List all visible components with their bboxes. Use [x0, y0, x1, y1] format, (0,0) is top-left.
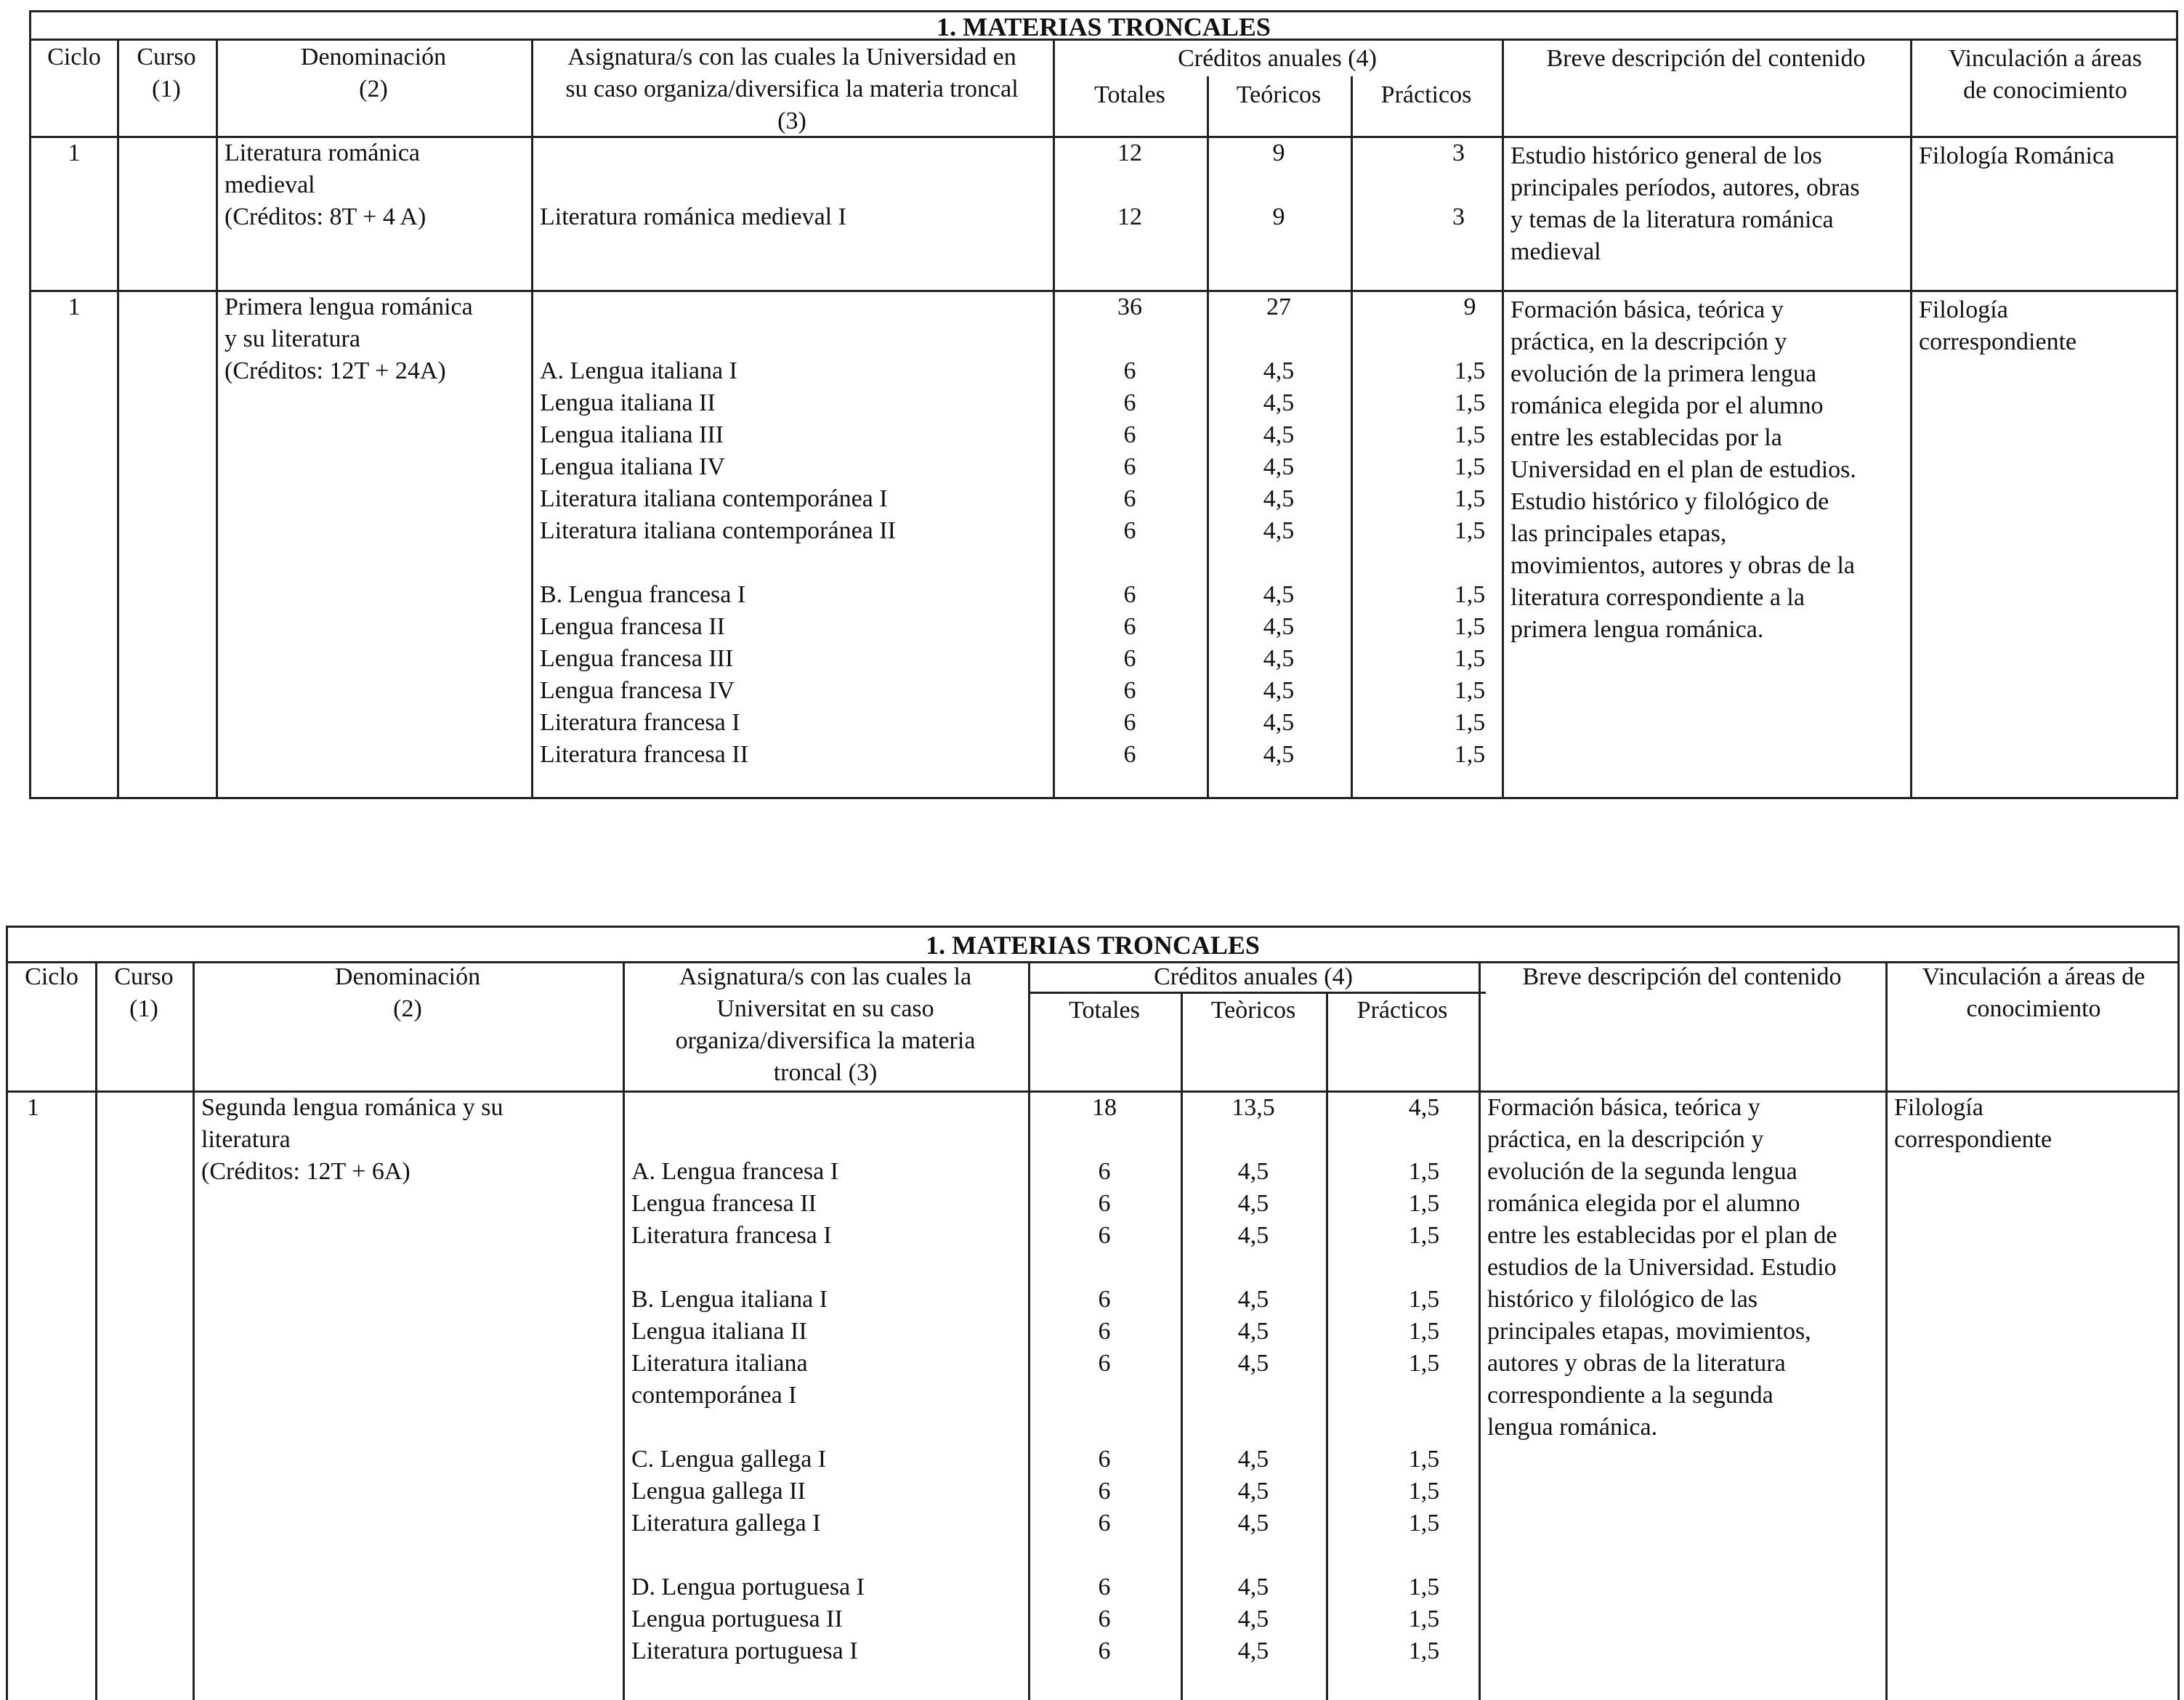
header-vinculacion-line: Vinculación a áreas	[1948, 45, 2143, 72]
rule	[117, 39, 119, 797]
row-denominacion-line: medieval	[225, 171, 315, 198]
row-teoricos-line: 9	[1272, 203, 1285, 230]
row-asignaturas-line: Literatura francesa I	[631, 1222, 832, 1249]
row-asignaturas-line: Lengua francesa III	[540, 645, 734, 672]
row-asignaturas	[540, 137, 846, 233]
header-creditos: Créditos anuales (4)	[1178, 45, 1377, 72]
row-teoricos-line: 4,5	[1237, 1318, 1269, 1345]
row-asignaturas-line: Literatura italiana contemporánea II	[540, 517, 896, 544]
row-practicos-line	[1370, 1539, 1479, 1571]
rule	[531, 39, 533, 797]
rule	[1885, 961, 1888, 1700]
table-materias-troncales-1	[29, 10, 2178, 799]
row-teoricos-line	[1207, 323, 1351, 355]
row-descripcion-line: y temas de la literatura románica	[1510, 206, 1834, 233]
row-asignaturas-line: Lengua gallega II	[631, 1478, 806, 1505]
row-totales-line	[1028, 1412, 1181, 1444]
row-practicos-line: 1,5	[1454, 677, 1486, 704]
row-descripcion-line: Formación básica, teórica y	[1510, 296, 1784, 323]
header-denominacion	[216, 41, 531, 105]
row-asignaturas-line: Literatura italiana contemporánea I	[540, 485, 888, 512]
row-vinculacion	[1919, 140, 2114, 172]
row-totales-line: 18	[1092, 1094, 1117, 1121]
row-teoricos-line: 27	[1266, 294, 1291, 320]
row-totales-line: 12	[1117, 203, 1142, 230]
row-asignaturas-line: Lengua francesa II	[631, 1190, 817, 1217]
row-practicos-line	[1370, 1252, 1479, 1284]
rule	[216, 39, 218, 797]
row-denominacion	[201, 1092, 503, 1188]
row-totales-line	[1028, 1252, 1181, 1284]
row-asignaturas-line: A. Lengua francesa I	[631, 1158, 839, 1185]
row-totales-line: 6	[1098, 1350, 1111, 1377]
header-asignaturas-line: Asignatura/s con las cuales la	[679, 963, 972, 990]
header-curso-line: (1)	[129, 995, 158, 1022]
row-totales-line: 6	[1098, 1478, 1111, 1505]
row-descripcion-line: medieval	[1510, 238, 1601, 265]
row-teoricos-line: 4,5	[1263, 453, 1295, 480]
row-practicos-line: 1,5	[1454, 581, 1486, 608]
row-teoricos-line	[1207, 169, 1351, 201]
row-vinculacion	[1919, 294, 2076, 358]
row-totales-line: 6	[1098, 1510, 1111, 1537]
header-descripcion: Breve descripción del contenido	[1522, 963, 1842, 990]
row-descripcion-line: autores y obras de la literatura	[1487, 1350, 1786, 1377]
row-asignaturas-line	[631, 1124, 865, 1156]
row-denominacion-line: Primera lengua románica	[225, 294, 473, 320]
row-asignaturas	[540, 291, 896, 771]
row-totales-line: 6	[1123, 389, 1136, 416]
row-ciclo: 1	[68, 294, 81, 320]
row-totales-line	[1028, 1380, 1181, 1412]
row-denominacion-line: (Créditos: 12T + 6A)	[201, 1158, 410, 1185]
row-asignaturas	[631, 1092, 865, 1667]
row-denominacion-line: Literatura románica	[225, 139, 421, 166]
row-totales-line	[1053, 323, 1207, 355]
row-totales-line: 6	[1123, 645, 1136, 672]
row-asignaturas-line: C. Lengua gallega I	[631, 1446, 827, 1473]
header-denominacion-line: (2)	[359, 76, 388, 102]
header-asignaturas-line: troncal (3)	[773, 1059, 878, 1086]
row-asignaturas-line	[631, 1412, 865, 1444]
row-practicos-line: 1,5	[1408, 1350, 1440, 1377]
row-denominacion-line: (Créditos: 12T + 24A)	[225, 357, 446, 384]
row-vinculacion-line: Filología	[1919, 296, 2008, 323]
row-practicos-line	[1452, 169, 1502, 201]
row-practicos-line: 1,5	[1454, 645, 1486, 672]
row-descripcion	[1510, 140, 1860, 268]
row-practicos-line: 1,5	[1408, 1190, 1440, 1217]
row-teoricos-line: 4,5	[1237, 1222, 1269, 1249]
row-totales-line: 6	[1123, 709, 1136, 736]
row-denominacion-line: Segunda lengua románica y su	[201, 1094, 503, 1121]
row-teoricos	[1207, 291, 1351, 771]
row-vinculacion-line: Filología Románica	[1919, 142, 2115, 169]
header-denominacion	[193, 961, 623, 1025]
row-totales-line: 6	[1123, 517, 1136, 544]
row-totales-line	[1053, 547, 1207, 579]
row-totales-line: 6	[1123, 453, 1136, 480]
row-practicos-line: 1,5	[1454, 517, 1486, 544]
row-asignaturas-line: Lengua italiana II	[631, 1318, 807, 1345]
row-asignaturas-line: B. Lengua italiana I	[631, 1286, 828, 1313]
table-materias-troncales-2	[6, 926, 2180, 1700]
row-teoricos-line: 4,5	[1263, 389, 1295, 416]
row-descripcion-line: estudios de la Universidad. Estudio	[1487, 1254, 1837, 1281]
row-practicos-line: 1,5	[1454, 613, 1486, 640]
header-totales: Totales	[1069, 997, 1140, 1024]
row-totales	[1053, 291, 1207, 771]
row-vinculacion-line: correspondiente	[1919, 328, 2077, 355]
row-asignaturas-line: Lengua francesa II	[540, 613, 725, 640]
row-totales-line: 6	[1098, 1606, 1111, 1632]
header-creditos: Créditos anuales (4)	[1154, 963, 1353, 990]
header-ciclo: Ciclo	[25, 963, 78, 990]
row-teoricos-line: 4,5	[1237, 1638, 1269, 1664]
row-descripcion	[1510, 294, 1856, 646]
row-teoricos-line: 13,5	[1231, 1094, 1275, 1121]
row-teoricos-line: 4,5	[1237, 1350, 1269, 1377]
row-vinculacion-line: correspondiente	[1894, 1126, 2052, 1153]
row-ciclo: 1	[68, 139, 81, 166]
row-teoricos-line	[1181, 1539, 1326, 1571]
row-practicos-line	[1438, 323, 1502, 355]
row-asignaturas-line: Literatura portuguesa I	[631, 1638, 858, 1664]
row-descripcion-line: Formación básica, teórica y	[1487, 1094, 1760, 1121]
rule	[193, 961, 195, 1700]
row-asignaturas-line	[631, 1092, 865, 1124]
row-asignaturas-line: Lengua italiana III	[540, 421, 724, 448]
row-totales-line: 6	[1098, 1574, 1111, 1600]
row-totales-line	[1053, 169, 1207, 201]
row-teoricos-line: 4,5	[1237, 1574, 1269, 1600]
row-descripcion-line: Estudio histórico general de los	[1510, 142, 1822, 169]
row-descripcion-line: práctica, en la descripción y	[1510, 328, 1787, 355]
row-asignaturas-line	[540, 323, 896, 355]
row-asignaturas-line: B. Lengua francesa I	[540, 581, 746, 608]
row-asignaturas-line: D. Lengua portuguesa I	[631, 1574, 865, 1600]
header-ciclo: Ciclo	[47, 44, 101, 70]
table-title: 1. MATERIAS TRONCALES	[937, 12, 1271, 41]
row-practicos-line: 3	[1452, 203, 1465, 230]
row-asignaturas-line	[540, 291, 896, 323]
row-practicos-line	[1370, 1380, 1479, 1412]
row-totales-line: 36	[1117, 294, 1142, 320]
row-practicos-line: 3	[1452, 139, 1465, 166]
row-practicos-line: 1,5	[1408, 1510, 1440, 1537]
row-practicos-line: 9	[1463, 294, 1476, 320]
row-denominacion	[225, 291, 473, 387]
row-denominacion-line: literatura	[201, 1126, 291, 1153]
row-practicos-line	[1370, 1412, 1479, 1444]
row-totales-line: 6	[1098, 1446, 1111, 1473]
row-asignaturas-line: Literatura francesa II	[540, 741, 748, 768]
row-descripcion-line: entre les establecidas por el plan de	[1487, 1222, 1837, 1249]
row-totales	[1053, 137, 1207, 233]
rule	[1502, 39, 1504, 797]
header-curso-line: Curso	[137, 44, 196, 70]
row-teoricos	[1207, 137, 1351, 233]
row-asignaturas-line: Literatura italiana	[631, 1350, 808, 1377]
row-practicos	[1351, 291, 1502, 771]
row-teoricos-line: 4,5	[1263, 581, 1295, 608]
row-asignaturas-line: A. Lengua italiana I	[540, 357, 737, 384]
row-totales-line: 6	[1098, 1222, 1111, 1249]
row-descripcion-line: práctica, en la descripción y	[1487, 1126, 1764, 1153]
row-totales-line: 6	[1098, 1190, 1111, 1217]
header-denominacion-line: Denominación	[334, 963, 481, 990]
header-teoricos: Teóricos	[1236, 81, 1322, 108]
header-vinculacion-line: de conocimiento	[1963, 77, 2127, 104]
row-descripcion-line: lengua románica.	[1487, 1414, 1658, 1441]
rule	[95, 961, 97, 1700]
row-totales-line	[1028, 1124, 1181, 1156]
row-totales-line: 6	[1098, 1286, 1111, 1313]
row-practicos-line: 1,5	[1408, 1158, 1440, 1185]
header-asignaturas	[531, 41, 1053, 137]
row-practicos	[1351, 137, 1502, 233]
header-asignaturas	[623, 961, 1028, 1089]
row-denominacion-line: y su literatura	[225, 325, 360, 352]
row-descripcion-line: las principales etapas,	[1510, 520, 1727, 547]
row-teoricos-line: 4,5	[1263, 645, 1295, 672]
row-teoricos-line	[1181, 1380, 1326, 1412]
row-practicos-line: 1,5	[1408, 1286, 1440, 1313]
row-teoricos-line: 4,5	[1263, 421, 1295, 448]
row-denominacion	[225, 137, 426, 233]
row-teoricos-line	[1181, 1412, 1326, 1444]
row-teoricos-line: 4,5	[1237, 1446, 1269, 1473]
row-teoricos-line	[1181, 1124, 1326, 1156]
header-curso-line: Curso	[114, 963, 174, 990]
row-totales-line: 6	[1123, 741, 1136, 768]
header-practicos: Prácticos	[1356, 997, 1448, 1024]
header-asignaturas-line: (3)	[777, 108, 806, 134]
row-asignaturas-line: Lengua portuguesa II	[631, 1606, 843, 1632]
row-totales-line: 6	[1123, 581, 1136, 608]
row-teoricos-line	[1181, 1252, 1326, 1284]
row-totales-line: 6	[1123, 357, 1136, 384]
row-descripcion-line: literatura correspondiente a la	[1510, 584, 1805, 611]
row-totales-line: 6	[1123, 613, 1136, 640]
row-descripcion-line: correspondiente a la segunda	[1487, 1382, 1774, 1409]
row-asignaturas-line	[540, 169, 846, 201]
row-teoricos-line: 4,5	[1237, 1190, 1269, 1217]
row-descripcion-line: primera lengua románica.	[1510, 616, 1764, 643]
row-practicos-line: 1,5	[1454, 357, 1486, 384]
row-vinculacion	[1894, 1092, 2052, 1156]
row-descripcion-line: principales períodos, autores, obras	[1510, 174, 1860, 201]
row-asignaturas-line	[540, 547, 896, 579]
row-totales-line: 6	[1123, 421, 1136, 448]
row-denominacion-line: (Créditos: 8T + 4 A)	[225, 203, 426, 230]
row-teoricos-line: 4,5	[1237, 1478, 1269, 1505]
header-denominacion-line: (2)	[393, 995, 422, 1022]
header-descripcion: Breve descripción del contenido	[1546, 45, 1866, 72]
header-practicos: Prácticos	[1380, 81, 1472, 108]
row-practicos-line: 1,5	[1408, 1574, 1440, 1600]
row-totales-line: 6	[1123, 485, 1136, 512]
row-practicos	[1326, 1092, 1479, 1667]
row-ciclo: 1	[27, 1094, 39, 1121]
row-practicos-line: 1,5	[1454, 421, 1486, 448]
row-descripcion-line: Estudio histórico y filológico de	[1510, 488, 1829, 515]
row-practicos-line: 1,5	[1408, 1478, 1440, 1505]
header-vinculacion-line: Vinculación a áreas de	[1922, 963, 2145, 990]
header-asignaturas-line: Asignatura/s con las cuales la Universidad en	[567, 44, 1016, 70]
row-asignaturas-line: Literatura francesa I	[540, 709, 740, 736]
row-asignaturas-line: Lengua italiana II	[540, 389, 716, 416]
row-totales-line	[1028, 1539, 1181, 1571]
row-practicos-line: 1,5	[1408, 1318, 1440, 1345]
row-practicos-line: 1,5	[1408, 1446, 1440, 1473]
row-teoricos-line: 4,5	[1263, 677, 1295, 704]
row-teoricos-line: 4,5	[1263, 709, 1295, 736]
table-title: 1. MATERIAS TRONCALES	[926, 931, 1260, 960]
header-totales: Totales	[1094, 81, 1165, 108]
row-asignaturas-line	[631, 1252, 865, 1284]
row-practicos-line: 1,5	[1408, 1222, 1440, 1249]
header-vinculacion	[1910, 43, 2180, 107]
row-descripcion-line: románica elegida por el alumno	[1487, 1190, 1800, 1217]
row-teoricos-line: 4,5	[1263, 485, 1295, 512]
row-asignaturas-line	[631, 1539, 865, 1571]
row-teoricos-line: 4,5	[1263, 357, 1295, 384]
row-teoricos-line: 9	[1272, 139, 1285, 166]
row-descripcion-line: principales etapas, movimientos,	[1487, 1318, 1811, 1345]
row-teoricos-line: 4,5	[1263, 741, 1295, 768]
row-teoricos-line: 4,5	[1263, 613, 1295, 640]
row-asignaturas-line: Literatura gallega I	[631, 1510, 821, 1537]
rule	[1479, 961, 1481, 1700]
row-asignaturas-line: Literatura románica medieval I	[540, 203, 846, 230]
row-practicos-line: 1,5	[1454, 709, 1486, 736]
header-vinculacion	[1885, 961, 2182, 1025]
row-descripcion-line: románica elegida por el alumno	[1510, 392, 1824, 419]
row-asignaturas-line: contemporánea I	[631, 1382, 797, 1409]
row-descripcion-line: evolución de la segunda lengua	[1487, 1158, 1797, 1185]
header-asignaturas-line: organiza/diversifica la materia	[675, 1027, 976, 1054]
row-teoricos-line: 4,5	[1237, 1510, 1269, 1537]
row-teoricos-line: 4,5	[1237, 1286, 1269, 1313]
row-practicos-line	[1438, 547, 1502, 579]
row-teoricos-line: 4,5	[1237, 1158, 1269, 1185]
row-asignaturas-line: Lengua francesa IV	[540, 677, 735, 704]
row-practicos-line: 1,5	[1454, 741, 1486, 768]
row-descripcion-line: Universidad en el plan de estudios.	[1510, 456, 1856, 483]
row-practicos-line: 1,5	[1408, 1638, 1440, 1664]
row-descripcion-line: movimientos, autores y obras de la	[1510, 552, 1856, 579]
row-descripcion-line: entre les establecidas por la	[1510, 424, 1782, 451]
row-practicos-line: 1,5	[1454, 453, 1486, 480]
header-asignaturas-line: Universitat en su caso	[716, 995, 934, 1022]
row-totales-line: 6	[1098, 1318, 1111, 1345]
row-totales	[1028, 1092, 1181, 1667]
row-practicos-line: 1,5	[1454, 485, 1486, 512]
row-asignaturas-line: Lengua italiana IV	[540, 453, 725, 480]
row-asignaturas-line	[540, 137, 846, 169]
header-vinculacion-line: conocimiento	[1966, 995, 2101, 1022]
header-curso	[95, 961, 193, 1025]
row-totales-line: 6	[1123, 677, 1136, 704]
row-teoricos-line: 4,5	[1237, 1606, 1269, 1632]
header-denominacion-line: Denominación	[300, 44, 447, 70]
row-practicos-line: 4,5	[1408, 1094, 1440, 1121]
row-descripcion-line: histórico y filológico de las	[1487, 1286, 1758, 1313]
row-practicos-line	[1370, 1124, 1479, 1156]
row-totales-line: 6	[1098, 1158, 1111, 1185]
row-teoricos	[1181, 1092, 1326, 1667]
header-asignaturas-line: su caso organiza/diversifica la materia troncal	[565, 76, 1019, 102]
row-vinculacion-line: Filología	[1894, 1094, 1983, 1121]
rule	[1910, 39, 1912, 797]
row-teoricos-line: 4,5	[1263, 517, 1295, 544]
row-practicos-line: 1,5	[1408, 1606, 1440, 1632]
row-descripcion-line: evolución de la primera lengua	[1510, 360, 1817, 387]
header-curso	[117, 41, 216, 105]
header-teoricos: Teòricos	[1210, 997, 1296, 1024]
header-curso-line: (1)	[152, 76, 181, 102]
row-descripcion	[1487, 1092, 1837, 1444]
row-totales-line: 6	[1098, 1638, 1111, 1664]
row-practicos-line: 1,5	[1454, 389, 1486, 416]
row-teoricos-line	[1207, 547, 1351, 579]
row-totales-line: 12	[1117, 139, 1142, 166]
